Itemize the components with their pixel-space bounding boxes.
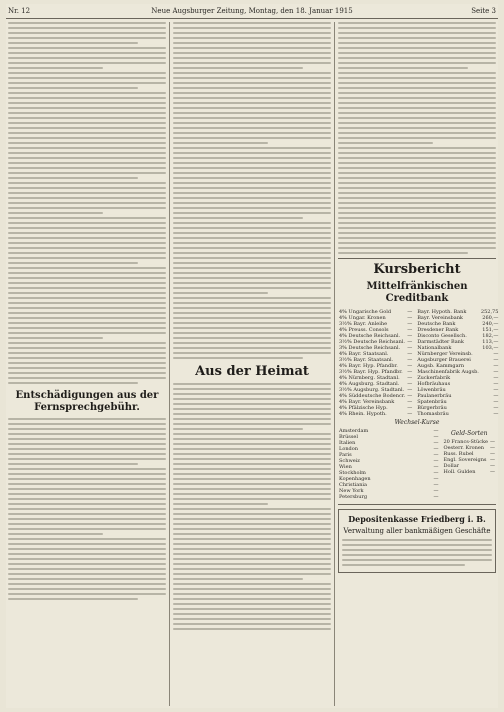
security-name: Oesterr. Kronen	[443, 445, 485, 451]
article-text	[8, 418, 166, 600]
security-value: —	[493, 375, 499, 381]
security-name: London	[339, 446, 358, 452]
money-types-table	[442, 439, 496, 475]
security-name: 3½% Bayr. Hyp. Pfandbr.	[339, 369, 403, 375]
divider	[338, 504, 496, 505]
security-value: —	[407, 345, 413, 351]
security-value: —	[433, 428, 439, 434]
security-name: Bayr. Hypoth. Bank	[417, 309, 467, 315]
price-table-right	[416, 309, 499, 417]
security-value: —	[433, 434, 439, 440]
security-name: 4% Augsburg. Stadtanl.	[339, 381, 400, 387]
divider	[338, 258, 496, 259]
column-3	[338, 22, 499, 706]
security-name: Augsburger Brauerei	[417, 357, 471, 363]
security-name: Bürgerbräu	[417, 405, 447, 411]
security-value: —	[407, 327, 413, 333]
security-value: —	[493, 357, 499, 363]
security-value: —	[433, 440, 439, 446]
security-value: 182,—	[482, 333, 499, 339]
advert-subheading: Verwaltung aller bankmäßigen Geschäfte	[343, 527, 491, 535]
security-value: —	[433, 488, 439, 494]
security-name: Darmstädter Bank	[417, 339, 464, 345]
security-value: 240,—	[482, 321, 499, 327]
article-text	[173, 383, 331, 630]
security-value: 103,—	[482, 345, 499, 351]
security-value: —	[493, 405, 499, 411]
security-value: —	[493, 351, 499, 357]
security-name: 4% Deutsche Reichsanl.	[339, 333, 401, 339]
exchange-tables	[338, 428, 496, 500]
table-row	[416, 411, 499, 417]
security-name: Thomasbräu	[417, 411, 449, 417]
column-1	[8, 22, 166, 706]
security-value: 252,75	[480, 309, 499, 315]
security-name: Engl. Sovereigns	[443, 457, 487, 463]
security-name: Spatenbräu	[417, 399, 447, 405]
security-name: 3½% Bayr. Staatsanl.	[339, 357, 394, 363]
security-value: —	[493, 411, 499, 417]
security-name: Amsterdam	[339, 428, 369, 434]
security-name: 4% Ungarische Gold	[339, 309, 392, 315]
article-text	[173, 22, 331, 359]
bank-name: Mittelfränkischen Creditbank	[366, 281, 468, 304]
security-value: —	[490, 451, 495, 457]
table-row	[442, 469, 496, 475]
security-name: Deutsche Bank	[417, 321, 456, 327]
security-value: —	[407, 381, 413, 387]
security-name: 4% Rhein. Hypoth.	[339, 411, 387, 417]
security-value: —	[433, 446, 439, 452]
security-name: Hofbräuhaus	[417, 381, 451, 387]
security-value: —	[490, 445, 495, 451]
page-number: Seite 3	[471, 7, 496, 15]
security-value: —	[433, 494, 439, 500]
security-value: —	[407, 357, 413, 363]
security-value: —	[433, 476, 439, 482]
security-value: —	[490, 457, 495, 463]
newspaper-page	[6, 4, 498, 708]
security-value: —	[407, 375, 413, 381]
side-text	[442, 428, 496, 500]
security-value: —	[493, 399, 499, 405]
security-value: —	[407, 363, 413, 369]
security-value: —	[407, 321, 413, 327]
bank-advert	[338, 509, 496, 573]
security-name: Holl. Gulden	[443, 469, 476, 475]
security-value: —	[490, 463, 495, 469]
column-2	[173, 22, 331, 706]
security-name: Disconto Gesellsch.	[417, 333, 467, 339]
security-name: Schweiz	[339, 458, 360, 464]
security-name: Brüssel	[339, 434, 358, 440]
security-name: Paulanerbräu	[417, 393, 452, 399]
security-name: Christiania	[339, 482, 367, 488]
security-name: Italien	[339, 440, 356, 446]
security-value: —	[407, 411, 413, 417]
table-row	[338, 411, 413, 417]
security-value: —	[493, 363, 499, 369]
security-value: —	[407, 405, 413, 411]
security-name: 3% Deutsche Reichsanl.	[339, 345, 401, 351]
security-name: 4% Bayr. Vereinsbank	[339, 399, 395, 405]
security-value: —	[407, 333, 413, 339]
security-name: 4% Süddeutsche Bodencr.	[339, 393, 406, 399]
security-value: —	[493, 381, 499, 387]
security-name: 20 Francs-Stücke	[443, 439, 488, 445]
security-value: —	[493, 387, 499, 393]
security-name: 4% Ungar. Kronen	[339, 315, 386, 321]
section-heading: Entschädigungen aus der Fernsprechgebühr.	[15, 390, 159, 413]
security-name: Augsb. Kammgarn	[417, 363, 465, 369]
article-text	[8, 22, 166, 384]
security-name: Dollar	[443, 463, 460, 469]
column-divider	[169, 22, 170, 706]
advert-heading: Depositenkasse Friedberg i. B.	[348, 514, 486, 524]
security-name: 4% Pfälzische Hyp.	[339, 405, 388, 411]
security-value: —	[407, 393, 413, 399]
security-name: 4% Bayr. Staatsanl.	[339, 351, 389, 357]
newspaper-title-date: Neue Augsburger Zeitung, Montag, den 18. Januar 1915	[151, 7, 353, 15]
security-value: —	[407, 351, 413, 357]
security-value: —	[433, 464, 439, 470]
security-value: —	[433, 482, 439, 488]
price-tables	[338, 309, 499, 417]
security-value: —	[407, 315, 413, 321]
security-value: 151,—	[482, 327, 499, 333]
security-name: Bayr. Vereinsbank	[417, 315, 463, 321]
security-name: Nationalbank	[417, 345, 452, 351]
security-name: Zuckerfabrik	[417, 375, 451, 381]
security-value: —	[407, 309, 413, 315]
section-heading: Kursbericht	[373, 262, 461, 277]
security-name: Stockholm	[339, 470, 366, 476]
security-name: Dresdener Bank	[417, 327, 459, 333]
article-text	[338, 22, 496, 254]
security-value: —	[493, 369, 499, 375]
security-value: —	[433, 452, 439, 458]
security-name: Maschinenfabrik Augsb.	[417, 369, 479, 375]
security-value: —	[493, 393, 499, 399]
security-value: —	[407, 387, 413, 393]
security-name: Nürnberger Vereinsb.	[417, 351, 473, 357]
security-value: —	[433, 458, 439, 464]
page-header	[6, 4, 498, 19]
price-table-left	[338, 309, 413, 417]
security-name: Wien	[339, 464, 352, 470]
security-name: 4% Nürnberg. Stadtanl.	[339, 375, 400, 381]
table-row	[338, 494, 439, 500]
security-value: 260,—	[482, 315, 499, 321]
security-name: Paris	[339, 452, 352, 458]
security-value: —	[407, 399, 413, 405]
table-subheading: Geld-Sorten	[450, 430, 488, 437]
exchange-rate-table	[338, 428, 439, 500]
security-name: 3½% Deutsche Reichsanl.	[339, 339, 405, 345]
security-value: —	[407, 339, 413, 345]
table-subheading: Wechsel-Kurse	[394, 419, 440, 426]
security-value: —	[490, 439, 495, 445]
security-value: 113,—	[482, 339, 499, 345]
column-divider	[334, 22, 335, 706]
security-value: —	[433, 470, 439, 476]
security-name: 3½% Bayr. Anleihe	[339, 321, 388, 327]
security-name: Löwenbräu	[417, 387, 446, 393]
section-heading: Aus der Heimat	[195, 364, 309, 379]
security-name: Kopenhagen	[339, 476, 371, 482]
security-name: 4% Bayr. Hyp. Pfandbr.	[339, 363, 398, 369]
security-name: 3½% Augsburg. Stadtanl.	[339, 387, 405, 393]
security-name: Petersburg	[339, 494, 368, 500]
security-value: —	[490, 469, 495, 475]
security-name: 4% Preuss. Consols	[339, 327, 389, 333]
security-value: —	[407, 369, 413, 375]
issue-number: Nr. 12	[8, 7, 31, 15]
security-name: Russ. Rubel	[443, 451, 474, 457]
security-name: New York	[339, 488, 364, 494]
